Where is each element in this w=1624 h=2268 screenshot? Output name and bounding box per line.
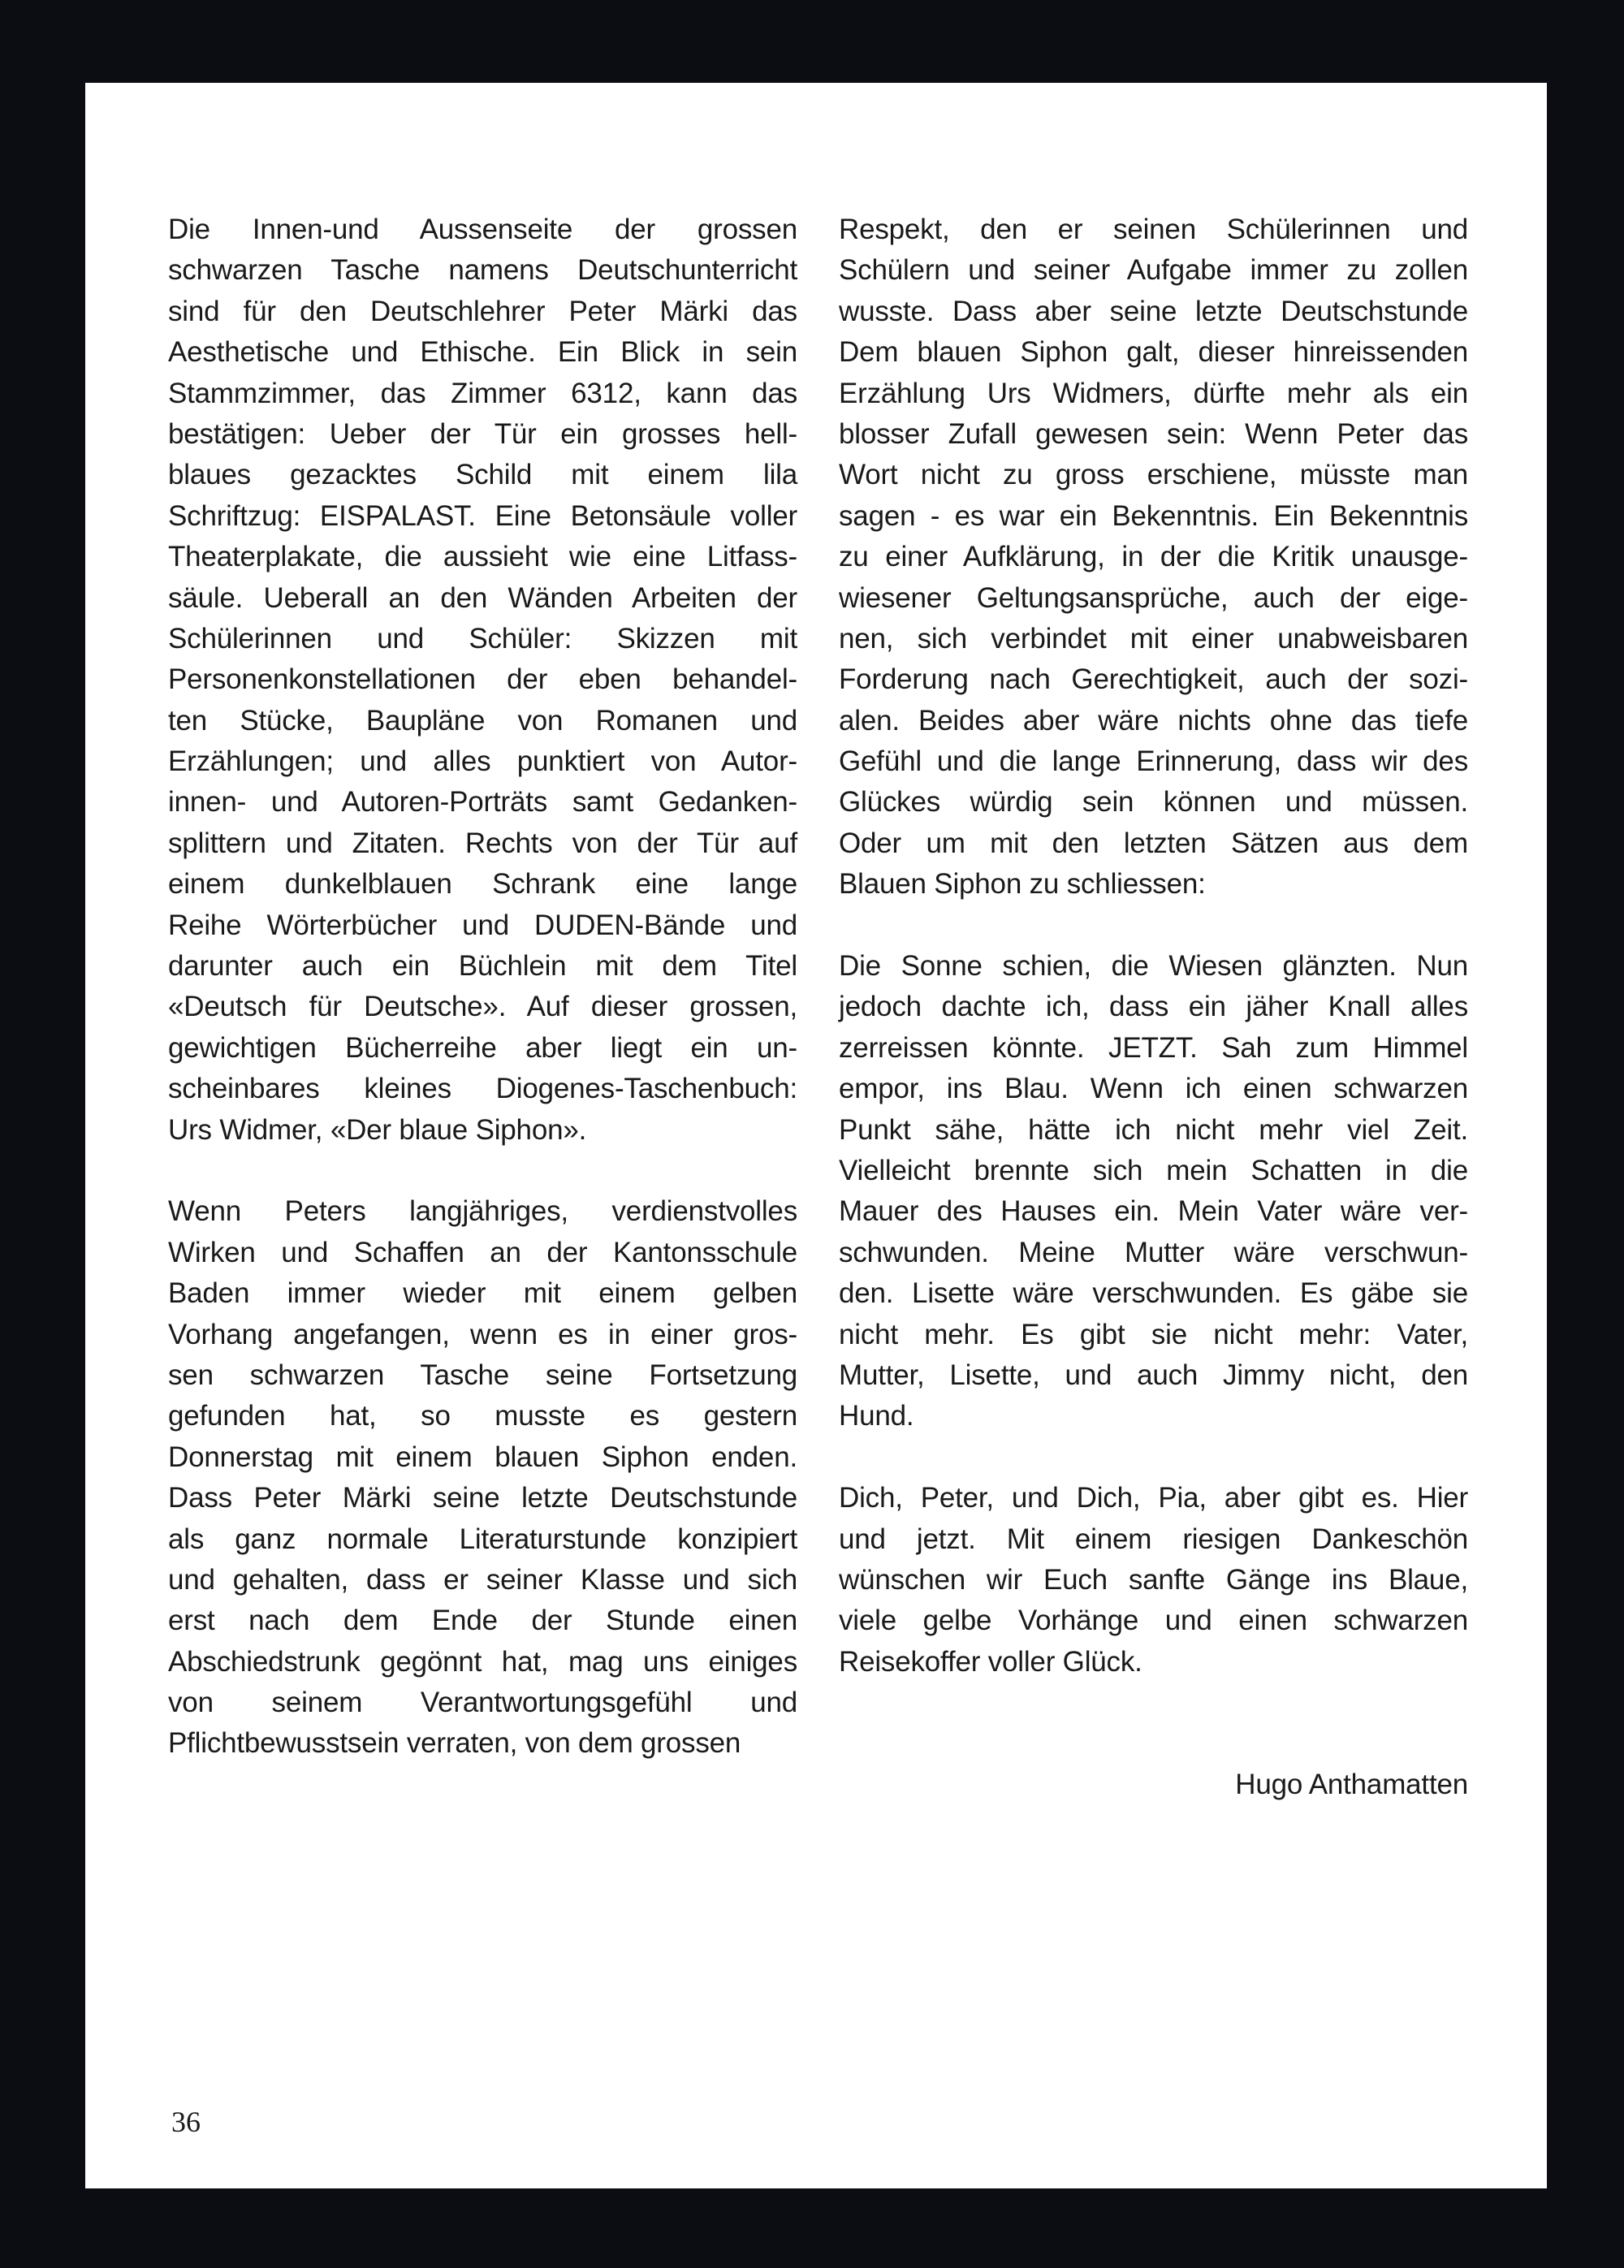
right-column <box>839 210 1468 1805</box>
text-line: einem dunkelblauen Schrank eine lange <box>168 868 797 901</box>
text-line: Vielleicht brennte sich mein Schatten in die <box>839 1154 1468 1186</box>
paragraph <box>839 1478 1468 1683</box>
text-line: Dich, Peter, und Dich, Pia, aber gibt es. Hier <box>839 1482 1468 1514</box>
text-line: Die Innen-und Aussenseite der grossen <box>168 214 797 245</box>
text-line: gefunden hat, so musste es gestern <box>168 1400 797 1432</box>
text-line: Dass Peter Märki seine letzte Deutschstunde <box>168 1482 797 1514</box>
text-line: nen, sich verbindet mit einer unabweisbaren <box>839 622 1468 654</box>
text-line: Reisekoffer voller Glück. <box>839 1645 1142 1678</box>
text-line: Stammzimmer, das Zimmer 6312, kann das <box>168 377 797 409</box>
text-line: Pflichtbewusstsein verraten, von dem grossen <box>168 1727 741 1760</box>
paragraph-gap <box>839 905 1468 946</box>
text-line: zu einer Aufklärung, in der die Kritik unausge- <box>839 541 1468 573</box>
text-line: Dem blauen Siphon galt, dieser hinreissenden <box>839 336 1468 369</box>
text-line: Baden immer wieder mit einem gelben <box>168 1277 797 1310</box>
text-line: empor, ins Blau. Wenn ich einen schwarzen <box>839 1073 1468 1105</box>
text-line: ten Stücke, Baupläne von Romanen und <box>168 704 797 737</box>
text-line: nicht mehr. Es gibt sie nicht mehr: Vater, <box>839 1318 1468 1350</box>
text-line: scheinbares kleines Diogenes-Taschenbuch: <box>168 1073 797 1105</box>
text-line: säule. Ueberall an den Wänden Arbeiten der <box>168 581 797 614</box>
paragraph-gap <box>839 1437 1468 1478</box>
text-line: als ganz normale Literaturstunde konzipiert <box>168 1523 797 1555</box>
text-line: Glückes würdig sein können und müssen. <box>839 786 1468 819</box>
text-line: Abschiedstrunk gegönnt hat, mag uns einiges <box>168 1645 797 1678</box>
author-signature: Hugo Anthamatten <box>1235 1768 1468 1800</box>
text-line: zerreissen könnte. JETZT. Sah zum Himmel <box>839 1031 1468 1064</box>
text-line: jedoch dachte ich, dass ein jäher Knall alles <box>839 991 1468 1023</box>
text-line: Donnerstag mit einem blauen Siphon enden. <box>168 1441 797 1473</box>
text-line: und jetzt. Mit einem riesigen Dankeschön <box>839 1523 1468 1555</box>
text-line: Blauen Siphon zu schliessen: <box>839 868 1206 901</box>
text-line: Schriftzug: EISPALAST. Eine Betonsäule voller <box>168 499 797 532</box>
text-line: wusste. Dass aber seine letzte Deutschstunde <box>839 295 1468 327</box>
text-line: Vorhang angefangen, wenn es in einer gros- <box>168 1318 797 1350</box>
paragraph <box>839 210 1468 905</box>
text-line: Wort nicht zu gross erschiene, müsste man <box>839 459 1468 491</box>
quote-paragraph <box>839 946 1468 1437</box>
text-line: Wirken und Schaffen an der Kantonsschule <box>168 1236 797 1268</box>
text-line: Forderung nach Gerechtigkeit, auch der sozi- <box>839 663 1468 696</box>
text-line: Erzählung Urs Widmers, dürfte mehr als ein <box>839 377 1468 409</box>
text-line: Personenkonstellationen der eben behandel- <box>168 663 797 696</box>
text-line: und gehalten, dass er seiner Klasse und sich <box>168 1563 797 1596</box>
text-line: Reihe Wörterbücher und DUDEN-Bände und <box>168 909 797 941</box>
text-line: Punkt sähe, hätte ich nicht mehr viel Zeit. <box>839 1113 1468 1146</box>
paragraph <box>168 1191 797 1764</box>
text-line: Wenn Peters langjähriges, verdienstvolles <box>168 1195 797 1228</box>
text-line: den. Lisette wäre verschwunden. Es gäbe sie <box>839 1277 1468 1310</box>
text-line: Schülern und seiner Aufgabe immer zu zollen <box>839 254 1468 287</box>
text-line: Respekt, den er seinen Schülerinnen und <box>839 214 1468 245</box>
text-line: viele gelbe Vorhänge und einen schwarzen <box>839 1605 1468 1637</box>
text-line: «Deutsch für Deutsche». Auf dieser grossen, <box>168 991 797 1023</box>
text-line: Oder um mit den letzten Sätzen aus dem <box>839 827 1468 859</box>
text-line: alen. Beides aber wäre nichts ohne das tiefe <box>839 704 1468 737</box>
text-line: bestätigen: Ueber der Tür ein grosses hell- <box>168 417 797 450</box>
text-line: innen- und Autoren-Porträts samt Gedanken- <box>168 786 797 819</box>
left-column <box>168 210 797 1765</box>
text-line: wünschen wir Euch sanfte Gänge ins Blaue, <box>839 1563 1468 1596</box>
text-line: sagen - es war ein Bekenntnis. Ein Bekenntnis <box>839 499 1468 532</box>
text-line: sind für den Deutschlehrer Peter Märki das <box>168 295 797 327</box>
text-line: schwunden. Meine Mutter wäre verschwun- <box>839 1236 1468 1268</box>
text-line: Aesthetische und Ethische. Ein Blick in sein <box>168 336 797 369</box>
text-line: Schülerinnen und Schüler: Skizzen mit <box>168 622 797 654</box>
text-line: darunter auch ein Büchlein mit dem Titel <box>168 950 797 983</box>
text-line: blaues gezacktes Schild mit einem lila <box>168 459 797 491</box>
text-line: Erzählungen; und alles punktiert von Autor- <box>168 745 797 778</box>
text-line: splittern und Zitaten. Rechts von der Tür auf <box>168 827 797 859</box>
text-line: Mutter, Lisette, und auch Jimmy nicht, den <box>839 1359 1468 1391</box>
text-line: Mauer des Hauses ein. Mein Vater wäre ver- <box>839 1195 1468 1228</box>
text-line: Die Sonne schien, die Wiesen glänzten. Nun <box>839 950 1468 983</box>
text-line: Urs Widmer, «Der blaue Siphon». <box>168 1113 587 1146</box>
text-line: sen schwarzen Tasche seine Fortsetzung <box>168 1359 797 1391</box>
text-line: Theaterplakate, die aussieht wie eine Litfass- <box>168 541 797 573</box>
text-line: Gefühl und die lange Erinnerung, dass wir des <box>839 745 1468 778</box>
text-line: erst nach dem Ende der Stunde einen <box>168 1605 797 1637</box>
text-line: blosser Zufall gewesen sein: Wenn Peter das <box>839 417 1468 450</box>
paragraph <box>168 210 797 1151</box>
text-line: von seinem Verantwortungsgefühl und <box>168 1687 797 1719</box>
paragraph-gap <box>839 1723 1468 1764</box>
text-line: Hund. <box>839 1400 914 1432</box>
paragraph-gap <box>168 1151 797 1191</box>
document-page <box>85 83 1547 2188</box>
text-line: wiesener Geltungsansprüche, auch der eige- <box>839 581 1468 614</box>
text-line: gewichtigen Bücherreihe aber liegt ein un- <box>168 1031 797 1064</box>
paragraph-gap <box>839 1683 1468 1723</box>
text-line: schwarzen Tasche namens Deutschunterricht <box>168 254 797 287</box>
page-number: 36 <box>171 2106 201 2138</box>
